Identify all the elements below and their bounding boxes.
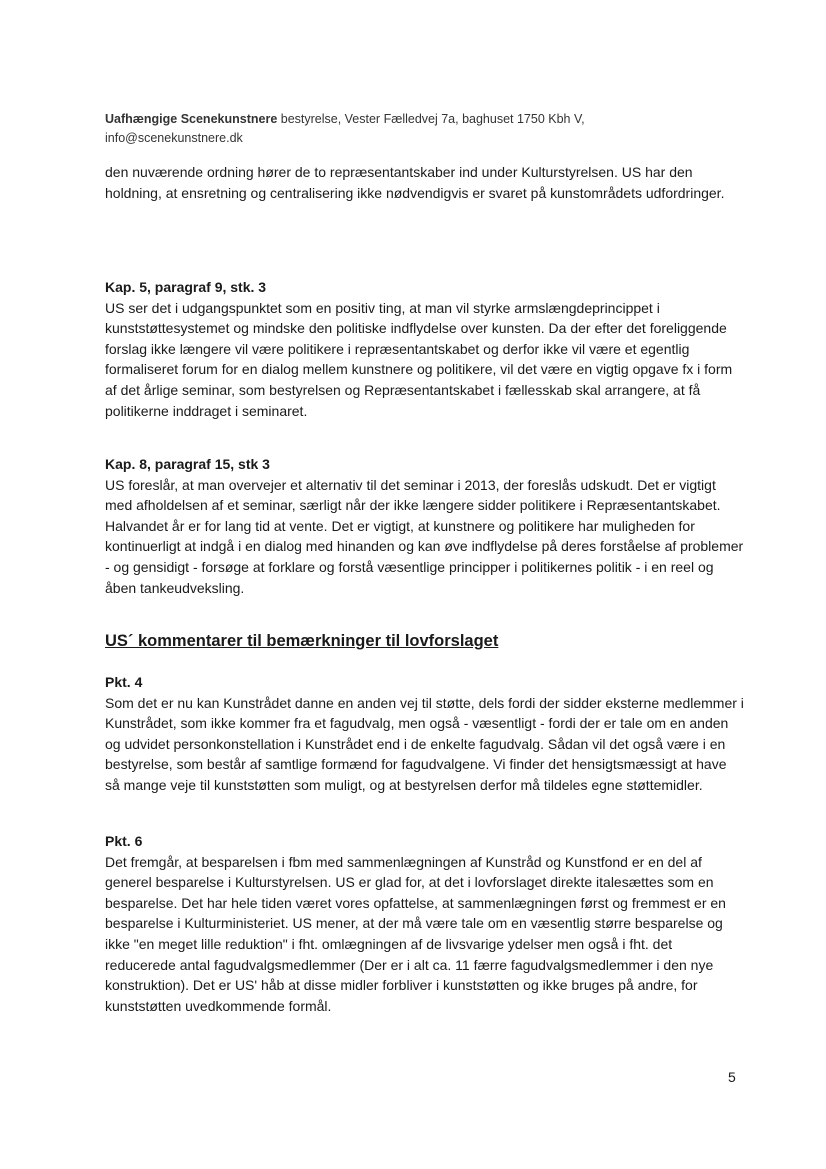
- section-text: US foreslår, at man overvejer et alternativ til det seminar i 2013, der foreslås udskudt. Det er vigtigt med afholdelsen af et seminar, særligt når der ikke længere sidder politikere i Repræsentantskabet. Halvandet år er for lang tid at vente. Det er vigtigt, at kunstnere og politikere har muligheden for kontinuerligt at indgå i en dialog med hinanden og kan øve indflydelse på deres forståelse af problemer - og gensidigt - forsøge at forklare og forstå væsentlige principper i politikernes politik - i en reel og åben tankeudveksling.: [105, 476, 744, 596]
- section-pkt4: [105, 672, 745, 796]
- organization-address: bestyrelse, Vester Fælledvej 7a, baghuset 1750 Kbh V,: [277, 112, 585, 126]
- section-heading: Kap. 8, paragraf 15, stk 3: [105, 456, 270, 472]
- section-pkt6: [105, 831, 745, 1016]
- section-kap8: [105, 454, 745, 598]
- section-kap5: [105, 277, 745, 421]
- letterhead: [105, 110, 705, 148]
- organization-name: Uafhængige Scenekunstnere: [105, 112, 278, 126]
- section-heading: Kap. 5, paragraf 9, stk. 3: [105, 279, 267, 295]
- comments-section-title: US´ kommentarer til bemærkninger til lovforslaget: [105, 632, 499, 650]
- organization-email: info@scenekunstnere.dk: [105, 131, 243, 145]
- page-number: 5: [728, 1069, 736, 1085]
- intro-text: den nuværende ordning hører de to repræsentantskaber ind under Kulturstyrelsen. US har den holdning, at ensretning og centralisering ikke nødvendigvis er svaret på kunstområdets udfordringer.: [105, 164, 725, 201]
- section-text: Som det er nu kan Kunstrådet danne en anden vej til støtte, dels fordi der sidder eksterne medlemmer i Kunstrådet, som ikke kommer fra et fagudvalg, men også - væsentligt - fordi der er tale om en anden og udvidet personkonstellation i Kunstrådet end i de enkelte fagudvalg. Sådan vil det også være i en bestyrelse, som består af samtlige formænd for fagudvalgene. Vi finder det hensigtsmæssigt at have så mange veje til kunststøtten som muligt, og at bestyrelsen derfor må tildeles egne støttemidler.: [105, 694, 744, 793]
- section-text: US ser det i udgangspunktet som en positiv ting, at man vil styrke armslængdeprincippet i kunststøttesystemet og mindske den politiske indflydelse over kunsten. Da der efter det foreliggende forslag ikke længere vil være politikere i repræsentantskabet og derfor ikke vil være et egentlig formaliseret forum for en dialog mellem kunstnere og politikere, vil det være en vigtig opgave fx i form af det årlige seminar, som bestyrelsen og Repræsentantskabet i fællesskab skal arrangere, at få politikerne inddraget i seminaret.: [105, 299, 733, 419]
- section-text: Det fremgår, at besparelsen i fbm med sammenlægningen af Kunstråd og Kunstfond er en del af generel besparelse i Kulturstyrelsen. US er glad for, at det i lovforslaget direkte italesættes som en besparelse. Det har hele tiden været vores opfattelse, at sammenlægningen først og fremmest er en besparelse i Kulturministeriet. US mener, at der må være tale om en væsentlig større besparelse og ikke "en meget lille reduktion" i fht. omlægningen af de livsvarige ydelser men også i fht. det reducerede antal fagudvalgsmedlemmer (Der er i alt ca. 11 færre fagudvalgsmedlemmer i den nye konstruktion). Det er US' håb at disse midler forbliver i kunststøtten og ikke bruges på andre, for kunststøtten uvedkommende formål.: [105, 853, 726, 1014]
- intro-paragraph: [105, 162, 745, 203]
- letterhead-line-1: [105, 110, 705, 129]
- section-heading: Pkt. 4: [105, 674, 143, 690]
- section-heading: Pkt. 6: [105, 833, 143, 849]
